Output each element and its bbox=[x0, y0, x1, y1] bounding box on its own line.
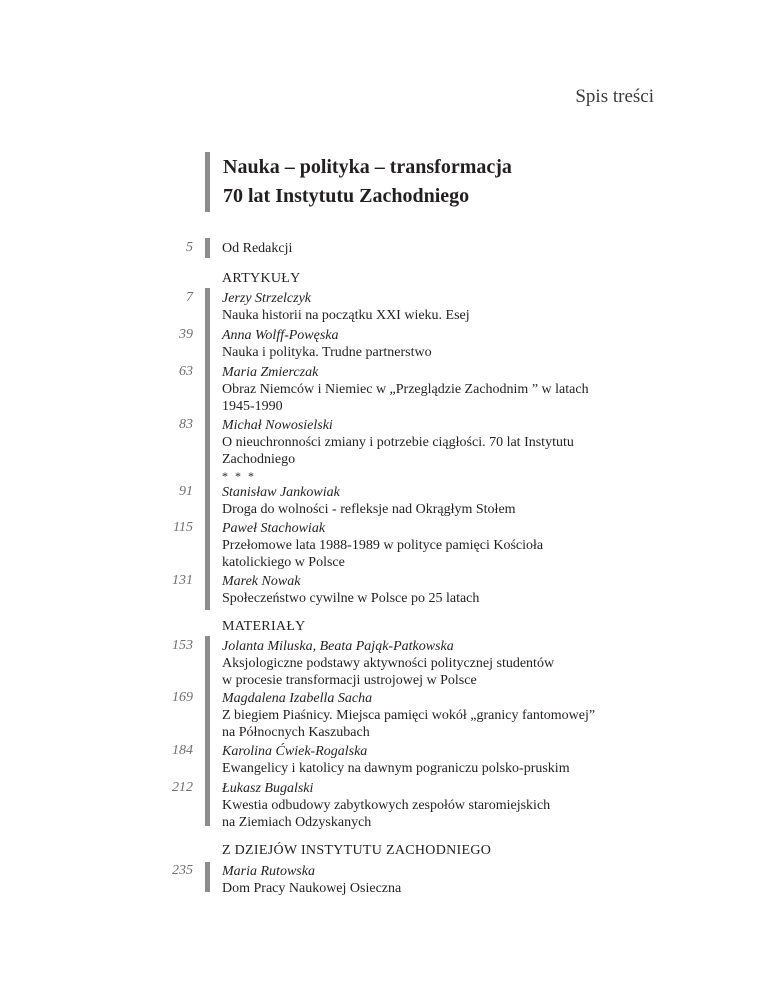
page-number: 115 bbox=[173, 520, 193, 535]
entry-author: Łukasz Bugalski bbox=[222, 781, 314, 796]
separator-stars: * * * bbox=[222, 469, 256, 483]
entry-author: Maria Zmierczak bbox=[222, 365, 319, 380]
entry-author: Jerzy Strzelczyk bbox=[222, 291, 312, 306]
entry-block bbox=[222, 290, 662, 324]
entry-title-line: O nieuchronności zmiany i potrzebie ciągłości. 70 lat Instytutu bbox=[222, 435, 574, 450]
entry-title-line: Kwestia odbudowy zabytkowych zespołów staromiejskich bbox=[222, 798, 551, 813]
entry-block bbox=[222, 484, 662, 518]
entry-author: Anna Wolff-Powęska bbox=[222, 328, 339, 343]
entry-author: Karolina Ćwiek-Rogalska bbox=[222, 744, 368, 759]
entry-title-line: na Północnych Kaszubach bbox=[222, 725, 370, 740]
issue-title-line: Nauka – polityka – transformacja bbox=[223, 156, 512, 178]
entry-block bbox=[222, 863, 662, 897]
entry-title-line: Zachodniego bbox=[222, 452, 296, 467]
page-number: 39 bbox=[179, 327, 193, 342]
materials-rule bbox=[205, 636, 210, 826]
issue-title bbox=[223, 153, 512, 211]
entry-author: Marek Nowak bbox=[222, 574, 301, 589]
entry-block bbox=[222, 690, 662, 741]
entry-title-line: Z biegiem Piaśnicy. Miejsca pamięci wokół „granicy fantomowej” bbox=[222, 708, 596, 723]
entry-author: Jolanta Miluska, Beata Pająk-Patkowska bbox=[222, 639, 454, 654]
entry-block bbox=[222, 743, 662, 777]
entry-title-line: na Ziemiach Odzyskanych bbox=[222, 815, 372, 830]
entry-title-line: Obraz Niemców i Niemiec w „Przeglądzie Zachodnim ” w latach bbox=[222, 382, 589, 397]
section-heading-z-dziejow: Z DZIEJÓW INSTYTUTU ZACHODNIEGO bbox=[222, 843, 492, 858]
entry-title-line: Aksjologiczne podstawy aktywności politycznej studentów bbox=[222, 656, 555, 671]
page-number: 153 bbox=[172, 638, 193, 653]
page-number: 212 bbox=[172, 780, 193, 795]
entry-block bbox=[222, 327, 662, 361]
entry-title-line: Społeczeństwo cywilne w Polsce po 25 latach bbox=[222, 591, 480, 606]
entry-title: Od Redakcji bbox=[222, 241, 293, 256]
entry-title-line: w procesie transformacji ustrojowej w Polsce bbox=[222, 673, 477, 688]
entry-block bbox=[222, 364, 662, 415]
history-rule bbox=[205, 862, 210, 892]
entry-author: Maria Rutowska bbox=[222, 864, 315, 879]
entry-title-line: katolickiego w Polsce bbox=[222, 555, 345, 570]
entry-block bbox=[222, 780, 662, 831]
page-number: 83 bbox=[179, 417, 193, 432]
entry-title-line: Nauka i polityka. Trudne partnerstwo bbox=[222, 345, 432, 360]
entry-author: Michał Nowosielski bbox=[222, 418, 333, 433]
entry-block bbox=[222, 638, 662, 689]
entry-block bbox=[222, 573, 662, 607]
section-heading-artykuly: ARTYKUŁY bbox=[222, 271, 301, 286]
entry-block bbox=[222, 417, 662, 468]
entry-title-line: Nauka historii na początku XXI wieku. Esej bbox=[222, 308, 470, 323]
contents-header: Spis treści bbox=[575, 86, 654, 107]
page-number: 5 bbox=[186, 240, 193, 255]
entry-title-line: 1945-1990 bbox=[222, 399, 283, 414]
entry-author: Paweł Stachowiak bbox=[222, 521, 326, 536]
entry-title-line: Ewangelicy i katolicy na dawnym pograniczu polsko-pruskim bbox=[222, 761, 570, 776]
issue-title-line: 70 lat Instytutu Zachodniego bbox=[223, 185, 470, 207]
page-number: 169 bbox=[172, 690, 193, 705]
entry-title-line: Przełomowe lata 1988-1989 w polityce pamięci Kościoła bbox=[222, 538, 544, 553]
page-number: 131 bbox=[172, 573, 193, 588]
page-number: 91 bbox=[179, 484, 193, 499]
page-number: 235 bbox=[172, 863, 193, 878]
page-number: 184 bbox=[172, 743, 193, 758]
entry-title-line: Dom Pracy Naukowej Osieczna bbox=[222, 881, 402, 896]
articles-rule bbox=[205, 288, 210, 610]
intro-rule bbox=[205, 238, 210, 258]
entry-author: Stanisław Jankowiak bbox=[222, 485, 340, 500]
entry-block bbox=[222, 520, 662, 571]
section-heading-materialy: MATERIAŁY bbox=[222, 619, 306, 634]
page-number: 7 bbox=[186, 290, 193, 305]
title-rule bbox=[205, 152, 210, 212]
entry-title-line: Droga do wolności - refleksje nad Okrągłym Stołem bbox=[222, 502, 516, 517]
entry-author: Magdalena Izabella Sacha bbox=[222, 691, 373, 706]
page-number: 63 bbox=[179, 364, 193, 379]
